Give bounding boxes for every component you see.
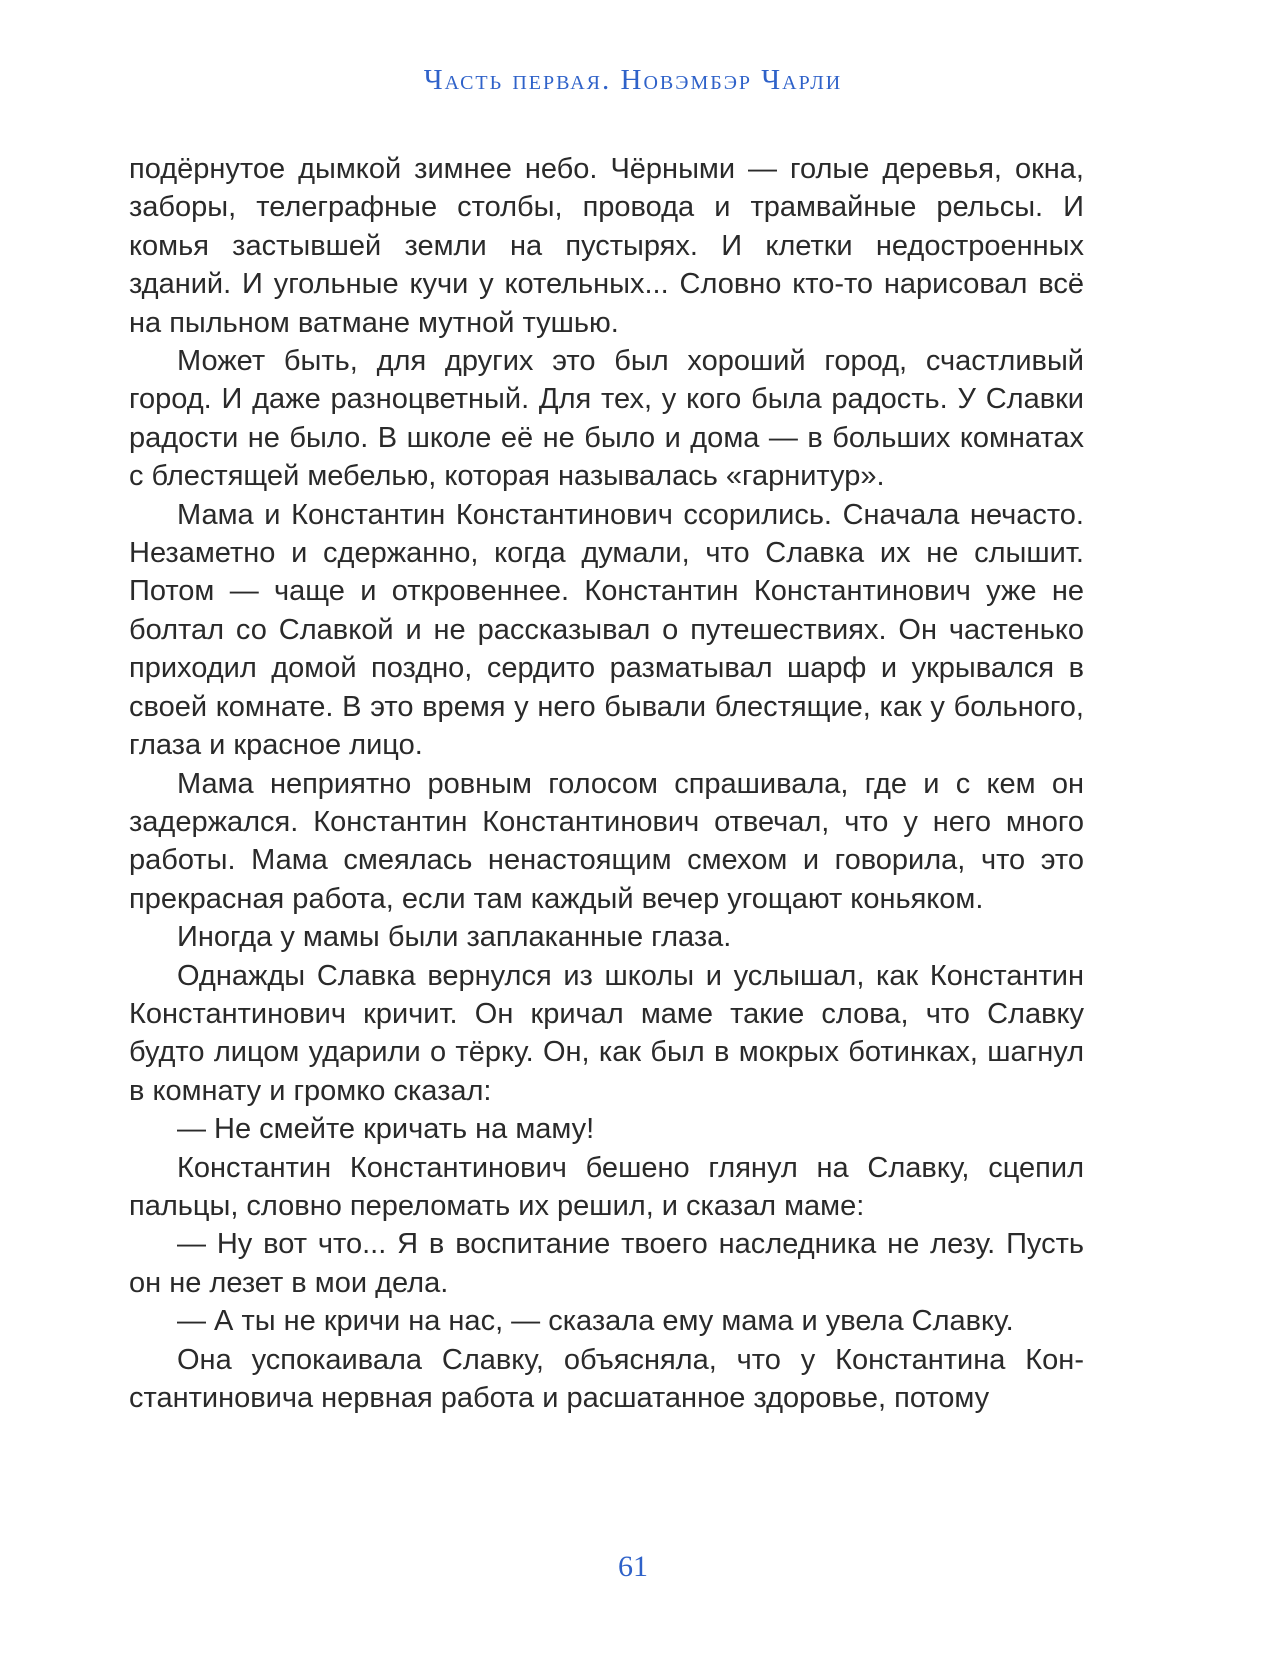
paragraph: Иногда у мамы были заплаканные глаза. [177, 921, 732, 954]
paragraph: Константин Константинович бешено глянул на Славку, сцепил пальцы, словно переломать их решил, и сказал маме: [129, 1151, 1084, 1222]
body-text [129, 150, 1084, 1417]
paragraph: Мама неприятно ровным голосом спрашивала, где и с кем он задержался. Константин Константинович отвечал, что у него много работы. Мама смеялась ненастоящим смехом и говорила, что это прекрасная работа, если там каждый вечер угощают коньяком. [129, 767, 1084, 915]
dialogue-line: — Ну вот что... Я в воспитание твоего наследника не лезу. Пусть он не лезет в мои дела. [129, 1228, 1084, 1299]
paragraph: Однажды Славка вернулся из школы и услышал, как Константин Константинович кричит. Он кричал маме такие слова, что Славку будто лицом ударили о тёрку. Он, как был в мокрых ботинках, шагнул в комнату и громко сказал: [129, 959, 1084, 1107]
running-head: Часть первая. Новэмбэр Чарли [423, 64, 843, 96]
dialogue-line: — Не смейте кричать на маму! [177, 1113, 595, 1146]
page-number: 61 [618, 1550, 648, 1583]
paragraph: Она успокаивала Славку, объясняла, что у Константина Константиновича нервная работа и расшатанное здоровье, потому [129, 1343, 1084, 1414]
paragraph: Может быть, для других это был хороший город, счастливый город. И даже разноцветный. Для тех, у кого была радость. У Славки радости не было. В школе её не было и дома — в больших комнатах с блестящей мебелью, которая называлась «гарнитур». [129, 345, 1084, 493]
paragraph: Мама и Константин Константинович ссорились. Сначала нечасто. Незаметно и сдержанно, когда думали, что Славка их не слышит. Потом — чаще и откровеннее. Константин Константинович уже не болтал со Славкой и не рассказывал о путешествиях. Он частенько приходил домой поздно, сердито разматывал шарф и укрывался в своей комнате. В это время у него бывали блестящие, как у больного, глаза и красное лицо. [129, 498, 1084, 762]
paragraph-continued: подёрнутое дымкой зимнее небо. Чёрными — голые деревья, окна, заборы, телеграфные столбы, провода и трамвайные рельсы. И комья застывшей земли на пустырях. И клетки недостроенных зданий. И угольные кучи у котельных... Словно кто-то нарисовал всё на пыльном ватмане мутной тушью. [129, 153, 1084, 339]
dialogue-line: — А ты не кричи на нас, — сказала ему мама и увела Славку. [177, 1305, 1014, 1338]
